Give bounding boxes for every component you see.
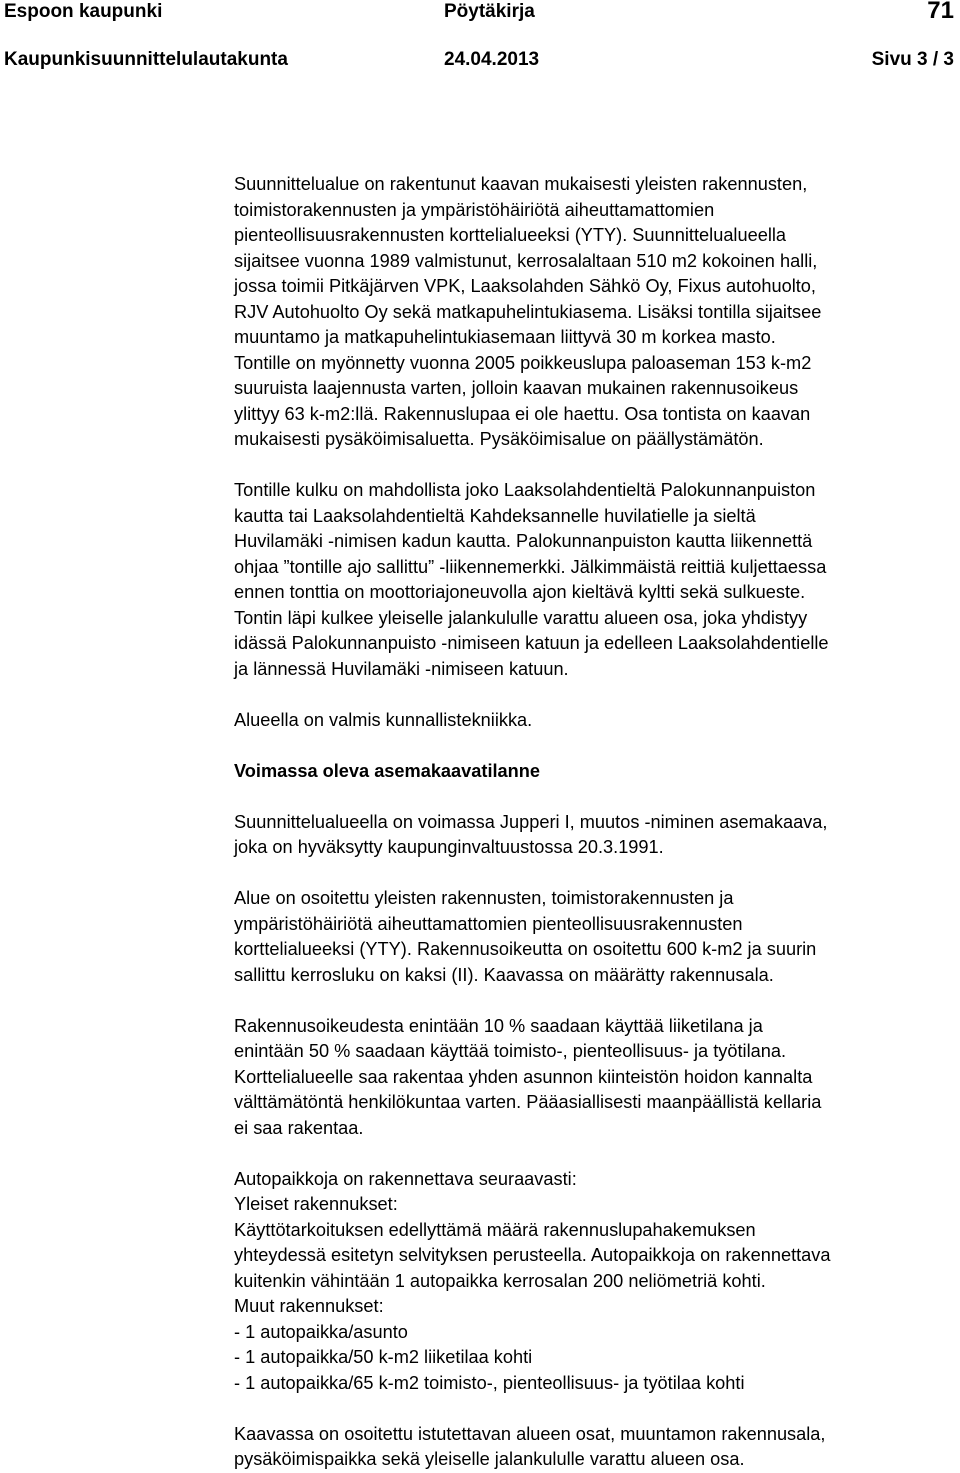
- paragraph-spacer: [234, 733, 958, 759]
- text-line: joka on hyväksytty kaupunginvaltuustossa 20.3.1991.: [234, 837, 664, 857]
- list-item: - 1 autopaikka/50 k-m2 liiketilaa kohti: [234, 1347, 533, 1367]
- text-line: pysäköimispaikka sekä yleiselle jalankululle varattu alueen osa.: [234, 1449, 745, 1469]
- text-line: mukaisesti pysäköimisaluetta. Pysäköimisalue on päällystämätön.: [234, 429, 764, 449]
- text-line: Huvilamäki -nimisen kadun kautta. Palokunnanpuiston kautta liikennettä: [234, 531, 813, 551]
- text-line: jossa toimii Pitkäjärven VPK, Laaksolahden Sähkö Oy, Fixus autohuolto,: [234, 276, 816, 296]
- text-line: Yleiset rakennukset:: [234, 1194, 398, 1214]
- text-line: enintään 50 % saadaan käyttää toimisto-, pienteollisuus- ja työtilana.: [234, 1041, 787, 1061]
- text-line: Alue on osoitettu yleisten rakennusten, toimistorakennusten ja: [234, 888, 734, 908]
- text-line: RJV Autohuolto Oy sekä matkapuhelintukiasema. Lisäksi tontilla sijaitsee: [234, 301, 822, 322]
- text-line: yhteydessä esitetyn selvityksen perusteella. Autopaikkoja on rakennettava: [234, 1245, 831, 1265]
- text-line: Korttelialueelle saa rakentaa yhden asunnon kiinteistön hoidon kannalta: [234, 1066, 813, 1087]
- paragraph-spacer: [234, 1396, 958, 1422]
- paragraph-infrastructure: [234, 708, 958, 734]
- list-item: - 1 autopaikka/asunto: [234, 1321, 408, 1342]
- board-name: Kaupunkisuunnittelulautakunta: [4, 49, 288, 70]
- paragraph-access: [234, 478, 958, 682]
- text-line: kuitenkin vähintään 1 autopaikka kerrosalan 200 neliömetriä kohti.: [234, 1270, 766, 1291]
- document-type: Pöytäkirja: [444, 1, 535, 22]
- text-line: kautta tai Laaksolahdentieltä Kahdeksannelle huvilatielle ja sieltä: [234, 505, 756, 526]
- text-line: Tontin läpi kulkee yleiselle jalankululle varattu alueen osa, joka yhdistyy: [234, 607, 808, 628]
- paragraph-spacer: [234, 784, 958, 810]
- text-line: muuntamo ja matkapuhelintukiasemaan liittyvä 30 m korkea masto.: [234, 327, 776, 347]
- paragraph-plan-areas: [234, 1422, 958, 1473]
- paragraph-building-rights: [234, 1014, 958, 1142]
- text-line: suuruista laajennusta varten, jolloin kaavan mukainen rakennusoikeus: [234, 378, 799, 398]
- text-line: välttämätöntä henkilökuntaa varten. Pääasiallisesti maanpäällistä kellaria: [234, 1092, 822, 1112]
- text-line: Autopaikkoja on rakennettava seuraavasti:: [234, 1168, 577, 1189]
- document-body: [234, 172, 958, 1473]
- paragraph-spacer: [234, 1141, 958, 1167]
- text-line: sallittu kerrosluku on kaksi (II). Kaavassa on määrätty rakennusala.: [234, 964, 774, 985]
- text-line: ennen tonttia on moottoriajoneuvolla ajon kieltävä kyltti sekä sulkueste.: [234, 582, 806, 602]
- paragraph-spacer: [234, 988, 958, 1014]
- text-line: Rakennusoikeudesta enintään 10 % saadaan käyttää liiketilana ja: [234, 1015, 763, 1036]
- paragraph-spacer: [234, 453, 958, 479]
- text-line: ympäristöhäiriötä aiheuttamattomien pienteollisuusrakennusten: [234, 913, 743, 934]
- text-line: toimistorakennusten ja ympäristöhäiriötä aiheuttamattomien: [234, 199, 715, 220]
- paragraph-parking: [234, 1167, 958, 1397]
- text-line: Kaavassa on osoitettu istutettavan alueen osat, muuntamon rakennusala,: [234, 1423, 826, 1444]
- text-line: Suunnittelualue on rakentunut kaavan mukaisesti yleisten rakennusten,: [234, 174, 808, 194]
- text-line: Suunnittelualueella on voimassa Jupperi I, muutos -niminen asemakaava,: [234, 811, 828, 832]
- text-line: ja lännessä Huvilamäki -nimiseen katuun.: [234, 658, 569, 679]
- section-number: 71: [927, 0, 954, 24]
- text-line: ei saa rakentaa.: [234, 1117, 364, 1138]
- list-item: - 1 autopaikka/65 k-m2 toimisto-, pienteollisuus- ja työtilaa kohti: [234, 1372, 745, 1393]
- text-line: pienteollisuusrakennusten korttelialueeksi (YTY). Suunnittelualueella: [234, 225, 787, 245]
- paragraph-current-plan: [234, 810, 958, 861]
- section-heading: Voimassa oleva asemakaavatilanne: [234, 760, 541, 781]
- organization-name: Espoon kaupunki: [4, 1, 163, 22]
- text-line: ohjaa ”tontille ajo sallittu” -liikennemerkki. Jälkimmäistä reittiä kuljettaessa: [234, 556, 827, 577]
- paragraph-spacer: [234, 682, 958, 708]
- text-line: korttelialueeksi (YTY). Rakennusoikeutta on osoitettu 600 k-m2 ja suurin: [234, 939, 817, 959]
- paragraph-zoning: [234, 886, 958, 988]
- text-line: Muut rakennukset:: [234, 1296, 384, 1316]
- text-line: ylittyy 63 k-m2:llä. Rakennuslupaa ei ole haettu. Osa tontista on kaavan: [234, 403, 811, 424]
- document-header: [0, 0, 960, 80]
- meeting-date: 24.04.2013: [444, 49, 540, 70]
- text-line: Alueella on valmis kunnallistekniikka.: [234, 709, 533, 730]
- page-number: Sivu 3 / 3: [871, 49, 954, 70]
- text-line: Tontille kulku on mahdollista joko Laaksolahdentieltä Palokunnanpuiston: [234, 480, 816, 500]
- text-line: sijaitsee vuonna 1989 valmistunut, kerrosalaltaan 510 m2 kokoinen halli,: [234, 250, 818, 271]
- text-line: idässä Palokunnanpuisto -nimiseen katuun ja edelleen Laaksolahdentielle: [234, 633, 829, 653]
- paragraph-spacer: [234, 861, 958, 887]
- text-line: Käyttötarkoituksen edellyttämä määrä rakennuslupahakemuksen: [234, 1219, 756, 1240]
- paragraph-planning-area: [234, 172, 958, 453]
- text-line: Tontille on myönnetty vuonna 2005 poikkeuslupa paloaseman 153 k-m2: [234, 352, 812, 373]
